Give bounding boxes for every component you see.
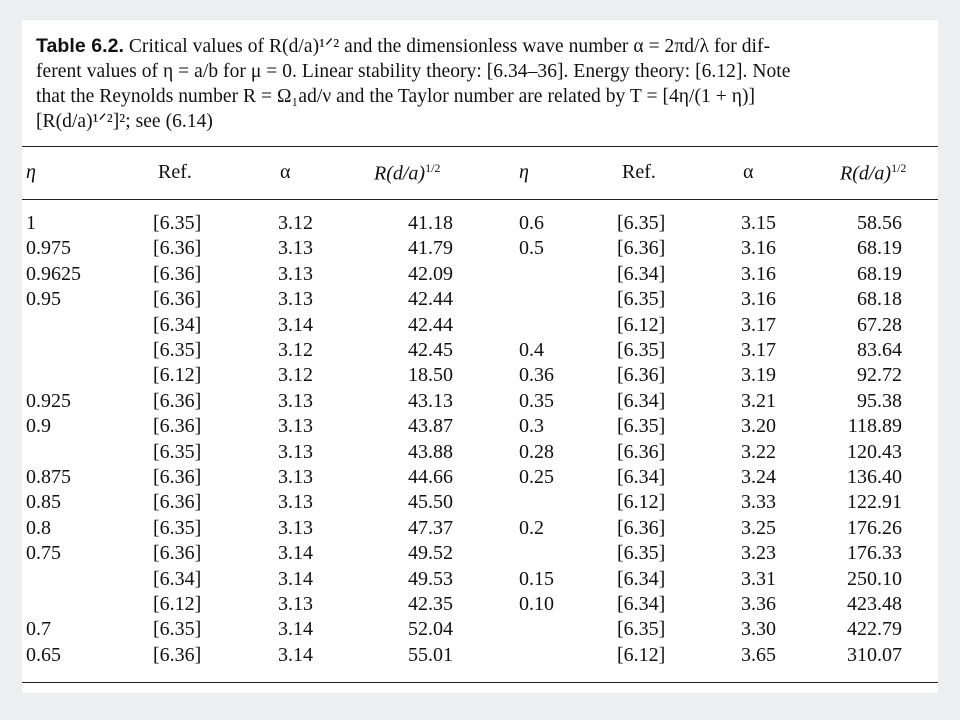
R-cell-right: 118.89	[847, 415, 902, 438]
eta-cell: 0.925	[26, 389, 71, 412]
ref-cell-right: [6.34]	[617, 262, 666, 285]
table-row	[22, 517, 938, 541]
ref-cell-right: [6.36]	[617, 237, 666, 260]
alpha-cell-right: 3.65	[741, 643, 776, 666]
R-cell: 44.66	[408, 466, 453, 488]
caption-line-4: [R(d/a)¹ᐟ²]²; see (6.14)	[36, 111, 213, 132]
alpha-cell: 3.14	[278, 313, 313, 336]
eta-cell: 0.7	[26, 618, 51, 641]
R-cell-right: 95.38	[857, 389, 902, 412]
eta-cell-right: 0.28	[519, 440, 554, 463]
table-row	[22, 466, 938, 490]
R-cell: 42.45	[408, 339, 453, 361]
ref-cell-right: [6.35]	[617, 542, 666, 565]
header-alpha-left: α	[280, 161, 291, 183]
ref-cell-right: [6.35]	[617, 288, 666, 311]
eta-cell: 0.85	[26, 491, 61, 514]
eta-cell-right: 0.25	[519, 466, 554, 488]
alpha-cell-right: 3.17	[741, 313, 776, 336]
ref-cell-right: [6.34]	[617, 389, 666, 412]
table-row	[22, 364, 938, 388]
top-rule	[22, 146, 938, 147]
R-cell: 49.53	[408, 567, 453, 590]
ref-cell: [6.36]	[153, 491, 202, 514]
alpha-cell: 3.13	[278, 516, 313, 539]
ref-cell-right: [6.36]	[617, 516, 666, 539]
R-cell-right: 250.10	[847, 567, 902, 590]
ref-cell-right: [6.36]	[617, 364, 666, 387]
eta-cell: 0.9625	[26, 262, 81, 285]
caption-line-1	[36, 34, 926, 59]
table-row	[22, 568, 938, 592]
eta-cell: 1	[26, 212, 36, 234]
table-row	[22, 390, 938, 414]
alpha-cell-right: 3.17	[741, 339, 776, 361]
alpha-cell: 3.13	[278, 491, 313, 514]
alpha-cell-right: 3.25	[741, 516, 776, 539]
alpha-cell-right: 3.19	[741, 364, 776, 387]
alpha-cell-right: 3.16	[741, 237, 776, 260]
ref-cell-right: [6.35]	[617, 339, 666, 361]
ref-cell-right: [6.12]	[617, 643, 666, 666]
eta-cell-right: 0.5	[519, 237, 544, 260]
eta-cell: 0.875	[26, 466, 71, 488]
R-cell: 41.79	[408, 237, 453, 260]
header-ref-left: Ref.	[158, 161, 192, 183]
table-row	[22, 441, 938, 465]
table-row	[22, 542, 938, 566]
R-cell-right: 58.56	[857, 212, 902, 234]
ref-cell-right: [6.12]	[617, 491, 666, 514]
alpha-cell-right: 3.16	[741, 262, 776, 285]
eta-cell: 0.75	[26, 542, 61, 565]
R-cell-right: 422.79	[847, 618, 902, 641]
eta-cell-right: 0.10	[519, 593, 554, 615]
R-cell-right: 122.91	[847, 491, 902, 514]
ref-cell: [6.35]	[153, 516, 202, 539]
R-cell: 55.01	[408, 643, 453, 666]
alpha-cell: 3.14	[278, 542, 313, 565]
table-caption	[36, 34, 926, 134]
eta-cell-right: 0.15	[519, 567, 554, 590]
table-row	[22, 263, 938, 287]
alpha-cell: 3.13	[278, 262, 313, 285]
eta-cell-right: 0.4	[519, 339, 544, 361]
eta-cell: 0.975	[26, 237, 71, 260]
ref-cell: [6.36]	[153, 237, 202, 260]
ref-cell-right: [6.34]	[617, 466, 666, 488]
header-R-right-base: R(d/a)	[840, 162, 892, 185]
alpha-cell-right: 3.16	[741, 288, 776, 311]
eta-cell: 0.9	[26, 415, 51, 438]
R-cell-right: 176.26	[847, 516, 902, 539]
header-alpha-right: α	[743, 161, 754, 183]
ref-cell: [6.36]	[153, 466, 202, 488]
R-cell: 49.52	[408, 542, 453, 565]
eta-cell-right: 0.3	[519, 415, 544, 438]
table-row	[22, 237, 938, 261]
R-cell-right: 92.72	[857, 364, 902, 387]
alpha-cell: 3.13	[278, 440, 313, 463]
R-cell: 45.50	[408, 491, 453, 514]
alpha-cell: 3.14	[278, 618, 313, 641]
ref-cell-right: [6.12]	[617, 313, 666, 336]
R-cell: 42.35	[408, 593, 453, 615]
R-cell: 18.50	[408, 364, 453, 387]
alpha-cell: 3.13	[278, 389, 313, 412]
ref-cell: [6.12]	[153, 364, 202, 387]
R-cell: 42.44	[408, 288, 453, 311]
eta-cell-right: 0.2	[519, 516, 544, 539]
R-cell: 43.88	[408, 440, 453, 463]
eta-cell: 0.8	[26, 516, 51, 539]
header-eta-left: η	[26, 161, 36, 183]
caption-line-2: ferent values of η = a/b for μ = 0. Linear stability theory: [6.34–36]. Energy theory: [6.12]. Note	[36, 61, 791, 82]
alpha-cell: 3.13	[278, 288, 313, 311]
header-rule	[22, 199, 938, 200]
R-cell: 52.04	[408, 618, 453, 641]
eta-cell-right: 0.6	[519, 212, 544, 234]
ref-cell-right: [6.34]	[617, 593, 666, 615]
alpha-cell: 3.12	[278, 339, 313, 361]
ref-cell: [6.36]	[153, 288, 202, 311]
table-label: Table 6.2.	[36, 35, 124, 57]
eta-cell-right: 0.35	[519, 389, 554, 412]
ref-cell: [6.35]	[153, 212, 202, 234]
ref-cell: [6.35]	[153, 339, 202, 361]
R-cell-right: 423.48	[847, 593, 902, 615]
alpha-cell-right: 3.30	[741, 618, 776, 641]
alpha-cell: 3.13	[278, 415, 313, 438]
alpha-cell-right: 3.33	[741, 491, 776, 514]
R-cell-right: 310.07	[847, 643, 902, 666]
ref-cell: [6.36]	[153, 262, 202, 285]
R-cell-right: 68.19	[857, 262, 902, 285]
ref-cell: [6.35]	[153, 618, 202, 641]
ref-cell-right: [6.34]	[617, 567, 666, 590]
alpha-cell-right: 3.21	[741, 389, 776, 412]
table-row	[22, 415, 938, 439]
R-cell: 43.87	[408, 415, 453, 438]
eta-cell-right: 0.36	[519, 364, 554, 387]
table-row	[22, 644, 938, 668]
ref-cell-right: [6.36]	[617, 440, 666, 463]
ref-cell: [6.36]	[153, 643, 202, 666]
alpha-cell-right: 3.31	[741, 567, 776, 590]
R-cell: 42.44	[408, 313, 453, 336]
alpha-cell: 3.14	[278, 643, 313, 666]
R-cell-right: 136.40	[847, 466, 902, 488]
header-R-right	[840, 161, 906, 186]
eta-cell: 0.65	[26, 643, 61, 666]
alpha-cell-right: 3.20	[741, 415, 776, 438]
table-row	[22, 339, 938, 363]
R-cell-right: 120.43	[847, 440, 902, 463]
ref-cell: [6.36]	[153, 542, 202, 565]
alpha-cell-right: 3.23	[741, 542, 776, 565]
caption-text-1: Critical values of R(d/a)¹ᐟ² and the dimensionless wave number α = 2πd/λ for dif-	[128, 36, 771, 57]
R-cell: 47.37	[408, 516, 453, 539]
table-row	[22, 212, 938, 236]
document-page	[22, 20, 938, 693]
alpha-cell: 3.14	[278, 567, 313, 590]
R-cell-right: 68.18	[857, 288, 902, 311]
caption-line-3: that the Reynolds number R = Ω₁ad/ν and the Taylor number are related by T = [4η/(1 + η)]	[36, 86, 756, 107]
R-cell: 43.13	[408, 389, 453, 412]
ref-cell: [6.36]	[153, 415, 202, 438]
alpha-cell: 3.12	[278, 212, 313, 234]
table-row	[22, 618, 938, 642]
R-cell-right: 176.33	[847, 542, 902, 565]
R-cell-right: 68.19	[857, 237, 902, 260]
table-row	[22, 288, 938, 312]
ref-cell-right: [6.35]	[617, 415, 666, 438]
alpha-cell: 3.13	[278, 237, 313, 260]
bottom-rule	[22, 682, 938, 683]
table-row	[22, 314, 938, 338]
ref-cell: [6.35]	[153, 440, 202, 463]
eta-cell: 0.95	[26, 288, 61, 311]
alpha-cell: 3.12	[278, 364, 313, 387]
ref-cell: [6.34]	[153, 313, 202, 336]
R-cell-right: 67.28	[857, 313, 902, 336]
table-row	[22, 491, 938, 515]
ref-cell: [6.36]	[153, 389, 202, 412]
ref-cell-right: [6.35]	[617, 618, 666, 641]
R-cell-right: 83.64	[857, 339, 902, 361]
ref-cell-right: [6.35]	[617, 212, 666, 234]
alpha-cell-right: 3.36	[741, 593, 776, 615]
R-cell: 42.09	[408, 262, 453, 285]
ref-cell: [6.34]	[153, 567, 202, 590]
alpha-cell-right: 3.22	[741, 440, 776, 463]
header-R-left-exp: 1/2	[425, 161, 441, 175]
alpha-cell: 3.13	[278, 466, 313, 488]
header-eta-right: η	[519, 161, 529, 183]
header-R-left	[374, 161, 440, 186]
R-cell: 41.18	[408, 212, 453, 234]
header-ref-right: Ref.	[622, 161, 656, 183]
ref-cell: [6.12]	[153, 593, 202, 615]
table-row	[22, 593, 938, 617]
alpha-cell-right: 3.24	[741, 466, 776, 488]
alpha-cell: 3.13	[278, 593, 313, 615]
header-R-right-exp: 1/2	[891, 161, 907, 175]
alpha-cell-right: 3.15	[741, 212, 776, 234]
header-R-left-base: R(d/a)	[374, 162, 426, 185]
